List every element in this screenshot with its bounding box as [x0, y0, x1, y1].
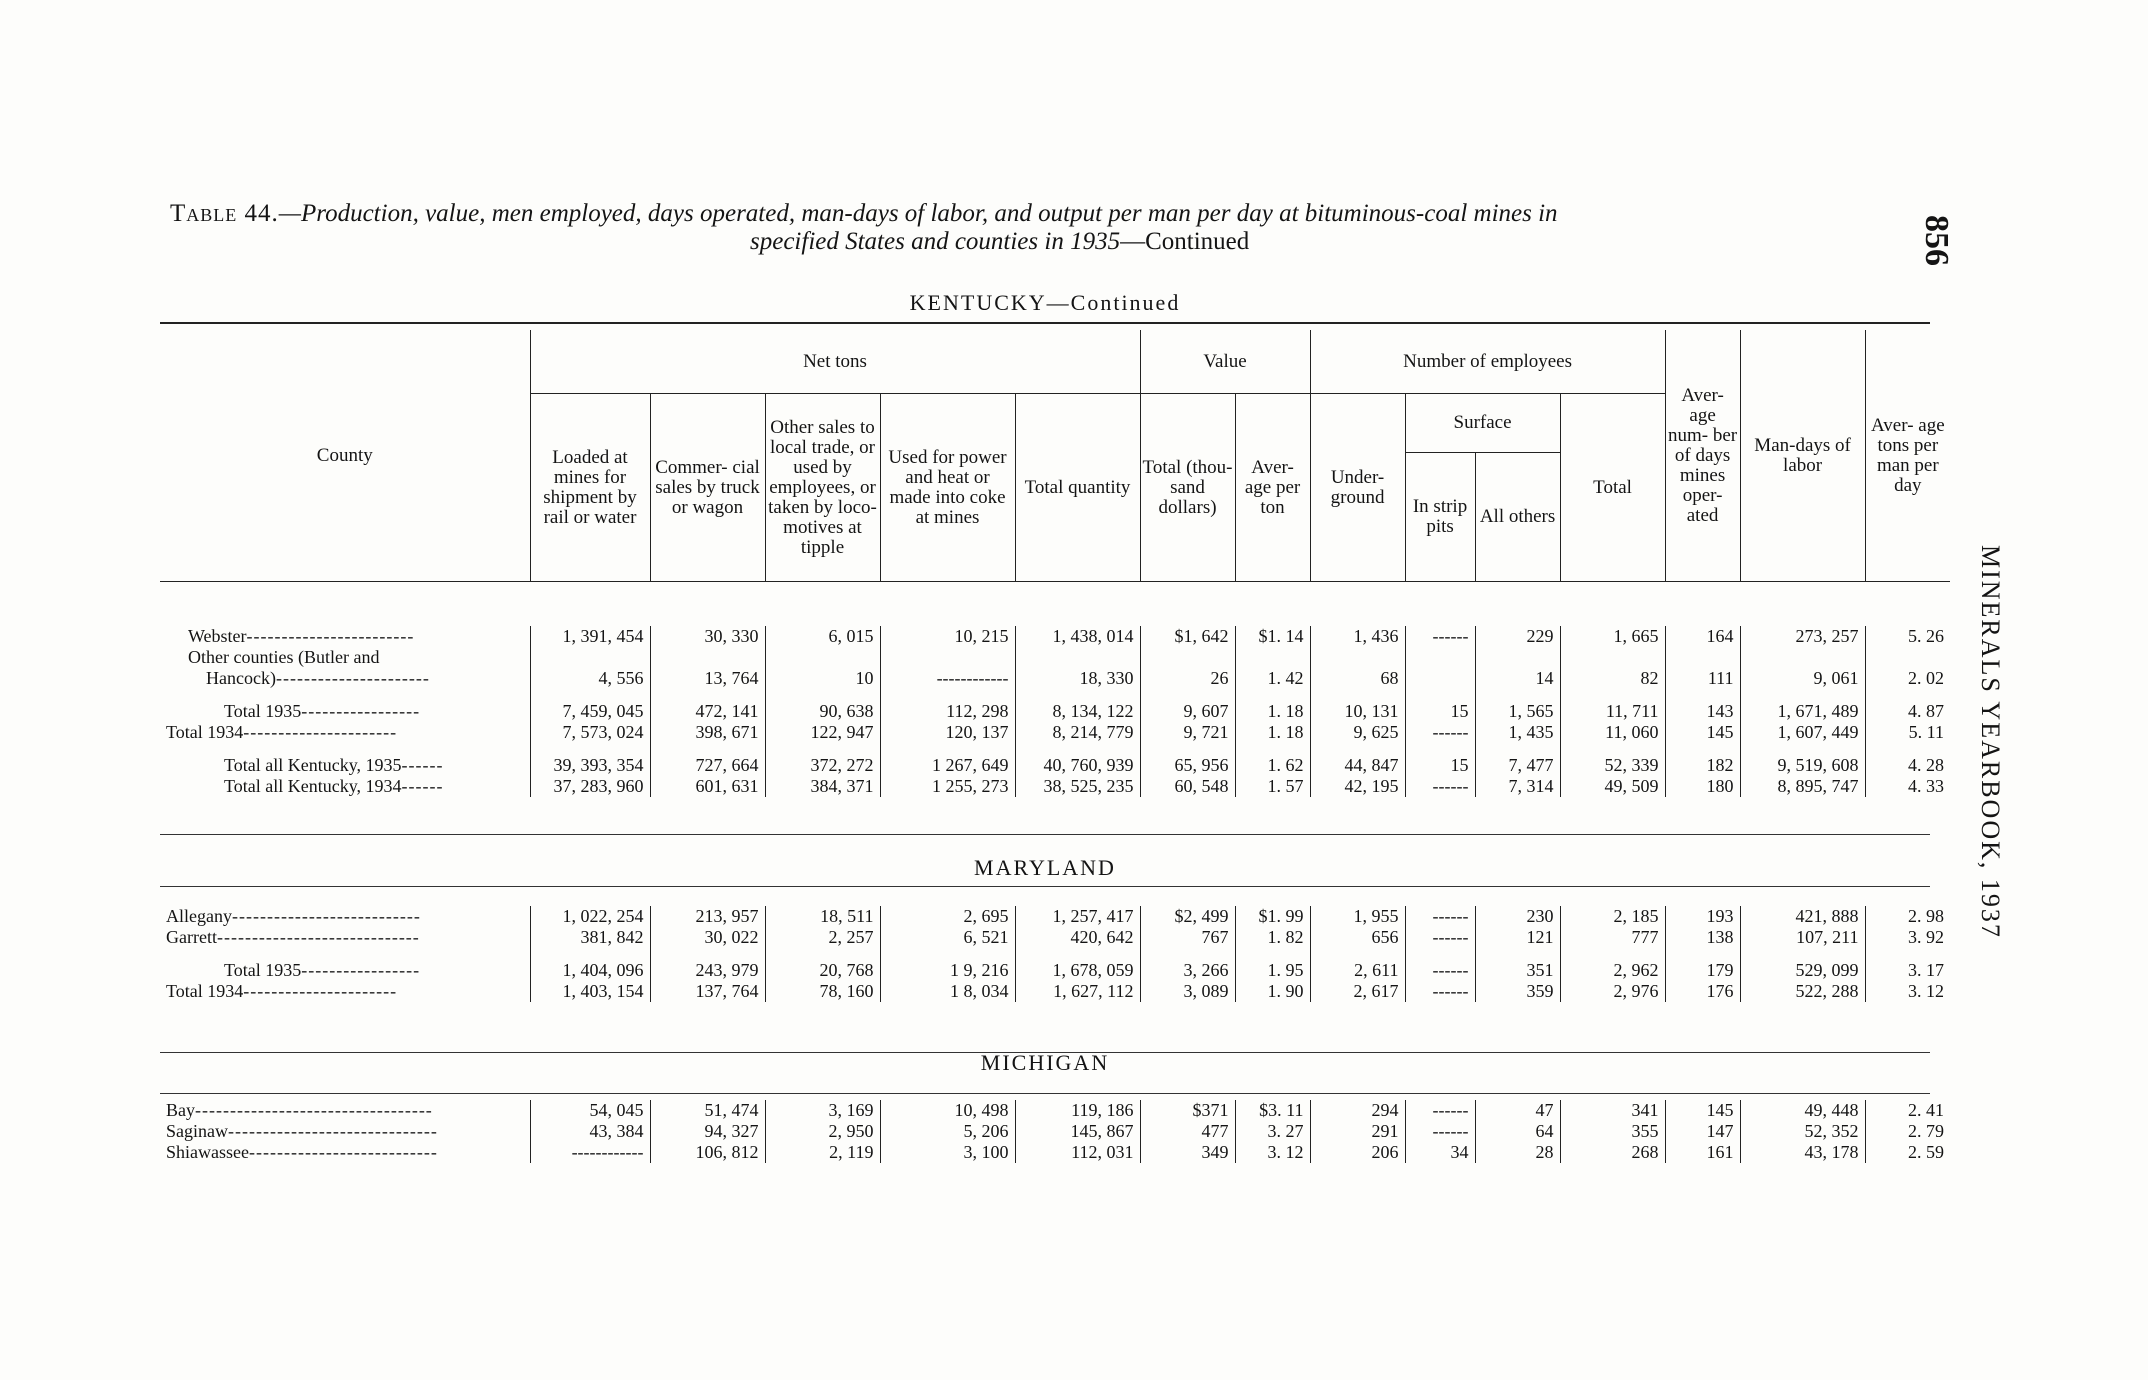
cell-employee-total: 355 [1560, 1121, 1665, 1142]
col-loaded: Loaded at mines for shipment by rail or water [530, 394, 650, 582]
cell-loaded: 54, 045 [530, 1100, 650, 1121]
table-row [160, 722, 1950, 743]
cell-commercial: 51, 474 [650, 1100, 765, 1121]
cell-used-power: 6, 521 [880, 927, 1015, 948]
cell-other-sales: 372, 272 [765, 755, 880, 776]
cell-man-days: 9, 061 [1740, 647, 1865, 689]
column-header [160, 330, 1950, 582]
maryland-top-rule [160, 886, 1930, 887]
table-row [160, 755, 1950, 776]
cell-avg-days: 164 [1665, 626, 1740, 647]
cell-strip-pits: ------ [1405, 1121, 1475, 1142]
cell-avg-days: 180 [1665, 776, 1740, 797]
cell-employee-total: 1, 665 [1560, 626, 1665, 647]
cell-loaded: 1, 022, 254 [530, 906, 650, 927]
cell-total-value: $371 [1140, 1100, 1235, 1121]
cell-all-others: 229 [1475, 626, 1560, 647]
maryland-table [160, 906, 1950, 1002]
cell-total-quantity: 1, 627, 112 [1015, 981, 1140, 1002]
cell-used-power: 1 8, 034 [880, 981, 1015, 1002]
cell-other-sales: 384, 371 [765, 776, 880, 797]
county-name: Webster------------------------ [188, 626, 415, 646]
col-man-days: Man-days of labor [1740, 330, 1865, 582]
cell-employee-total: 268 [1560, 1142, 1665, 1163]
cell-other-sales: 10 [765, 647, 880, 689]
cell-total-value: 477 [1140, 1121, 1235, 1142]
cell-avg-days: 145 [1665, 722, 1740, 743]
cell-loaded: 1, 403, 154 [530, 981, 650, 1002]
cell-used-power: ------------ [880, 647, 1015, 689]
cell-strip-pits: 34 [1405, 1142, 1475, 1163]
county-name: Total 1934---------------------- [166, 722, 398, 742]
cell-underground: 10, 131 [1310, 701, 1405, 722]
cell-avg-tons: 2. 41 [1865, 1100, 1950, 1121]
county-name: Saginaw------------------------------ [166, 1121, 438, 1141]
cell-total-value: 349 [1140, 1142, 1235, 1163]
cell-loaded: 39, 393, 354 [530, 755, 650, 776]
col-strip-pits: In strip pits [1405, 453, 1475, 582]
table-row [160, 626, 1950, 647]
cell-other-sales: 3, 169 [765, 1100, 880, 1121]
cell-used-power: 5, 206 [880, 1121, 1015, 1142]
cell-avg-tons: 4. 33 [1865, 776, 1950, 797]
cell-underground: 291 [1310, 1121, 1405, 1142]
cell-total-quantity: 40, 760, 939 [1015, 755, 1140, 776]
col-group-value: Value [1140, 330, 1310, 394]
cell-strip-pits: ------ [1405, 776, 1475, 797]
table-row [160, 701, 1950, 722]
maryland-title: MARYLAND [974, 855, 1116, 880]
cell-commercial: 106, 812 [650, 1142, 765, 1163]
cell-all-others: 47 [1475, 1100, 1560, 1121]
col-avg-per-ton: Aver- age per ton [1235, 394, 1310, 582]
cell-strip-pits: ------ [1405, 906, 1475, 927]
col-all-others: All others [1475, 453, 1560, 582]
cell-avg-per-ton: 1. 42 [1235, 647, 1310, 689]
running-head: MINERALS YEARBOOK, 1937 [1976, 545, 2005, 939]
col-commercial: Commer- cial sales by truck or wagon [650, 394, 765, 582]
cell-loaded: 7, 573, 024 [530, 722, 650, 743]
caption-italic-1: —Production, value, men employed, days operated, man-days of labor, and output per man per day at bituminous-coal mines in [278, 200, 1558, 227]
county-name: Other counties (Butler and Hancock)---------------------- [188, 647, 430, 688]
cell-man-days: 8, 895, 747 [1740, 776, 1865, 797]
cell-commercial: 243, 979 [650, 960, 765, 981]
michigan-title: MICHIGAN [980, 1050, 1110, 1075]
cell-employee-total: 82 [1560, 647, 1665, 689]
table-row [160, 1142, 1950, 1163]
cell-avg-days: 179 [1665, 960, 1740, 981]
cell-man-days: 52, 352 [1740, 1121, 1865, 1142]
cell-commercial: 601, 631 [650, 776, 765, 797]
cell-underground: 68 [1310, 647, 1405, 689]
cell-avg-tons: 3. 17 [1865, 960, 1950, 981]
cell-avg-tons: 3. 12 [1865, 981, 1950, 1002]
cell-avg-per-ton: 1. 57 [1235, 776, 1310, 797]
cell-avg-tons: 2. 59 [1865, 1142, 1950, 1163]
cell-employee-total: 49, 509 [1560, 776, 1665, 797]
cell-other-sales: 2, 950 [765, 1121, 880, 1142]
cell-avg-per-ton: 1. 82 [1235, 927, 1310, 948]
cell-underground: 294 [1310, 1100, 1405, 1121]
cell-all-others: 14 [1475, 647, 1560, 689]
cell-avg-days: 111 [1665, 647, 1740, 689]
michigan-top-rule [160, 1093, 1930, 1094]
cell-all-others: 121 [1475, 927, 1560, 948]
cell-avg-tons: 5. 26 [1865, 626, 1950, 647]
cell-all-others: 1, 435 [1475, 722, 1560, 743]
cell-total-quantity: 145, 867 [1015, 1121, 1140, 1142]
county-name: Total all Kentucky, 1935------ [224, 755, 444, 775]
table-row [160, 647, 1950, 689]
cell-commercial: 727, 664 [650, 755, 765, 776]
cell-underground: 2, 611 [1310, 960, 1405, 981]
cell-commercial: 137, 764 [650, 981, 765, 1002]
county-name: Bay---------------------------------- [166, 1100, 433, 1120]
cell-avg-days: 176 [1665, 981, 1740, 1002]
county-name: Allegany--------------------------- [166, 906, 421, 926]
cell-employee-total: 2, 976 [1560, 981, 1665, 1002]
cell-all-others: 1, 565 [1475, 701, 1560, 722]
cell-employee-total: 11, 711 [1560, 701, 1665, 722]
cell-strip-pits: ------ [1405, 626, 1475, 647]
cell-strip-pits: 15 [1405, 755, 1475, 776]
cell-used-power: 10, 215 [880, 626, 1015, 647]
cell-all-others: 28 [1475, 1142, 1560, 1163]
cell-avg-per-ton: 1. 90 [1235, 981, 1310, 1002]
table-row [160, 927, 1950, 948]
cell-all-others: 359 [1475, 981, 1560, 1002]
cell-avg-tons: 2. 02 [1865, 647, 1950, 689]
cell-used-power: 3, 100 [880, 1142, 1015, 1163]
cell-used-power: 10, 498 [880, 1100, 1015, 1121]
table-row [160, 960, 1950, 981]
cell-avg-days: 147 [1665, 1121, 1740, 1142]
cell-all-others: 64 [1475, 1121, 1560, 1142]
table-row [160, 776, 1950, 797]
cell-employee-total: 11, 060 [1560, 722, 1665, 743]
cell-used-power: 112, 298 [880, 701, 1015, 722]
kentucky-table [160, 626, 1950, 797]
cell-employee-total: 2, 185 [1560, 906, 1665, 927]
cell-total-value: 767 [1140, 927, 1235, 948]
cell-avg-per-ton: 1. 62 [1235, 755, 1310, 776]
cell-man-days: 1, 671, 489 [1740, 701, 1865, 722]
caption-lead: Table 44. [170, 200, 279, 227]
cell-underground: 656 [1310, 927, 1405, 948]
cell-avg-tons: 5. 11 [1865, 722, 1950, 743]
cell-total-quantity: 1, 678, 059 [1015, 960, 1140, 981]
col-total-value: Total (thou- sand dollars) [1140, 394, 1235, 582]
county-name: Total 1935----------------- [224, 701, 421, 721]
cell-total-quantity: 1, 438, 014 [1015, 626, 1140, 647]
cell-underground: 9, 625 [1310, 722, 1405, 743]
cell-avg-tons: 4. 87 [1865, 701, 1950, 722]
cell-total-value: 3, 266 [1140, 960, 1235, 981]
cell-commercial: 30, 330 [650, 626, 765, 647]
cell-avg-days: 138 [1665, 927, 1740, 948]
kentucky-bottom-rule [160, 834, 1930, 835]
cell-man-days: 49, 448 [1740, 1100, 1865, 1121]
cell-commercial: 94, 327 [650, 1121, 765, 1142]
cell-total-quantity: 119, 186 [1015, 1100, 1140, 1121]
cell-avg-per-ton: $1. 99 [1235, 906, 1310, 927]
cell-loaded: ------------ [530, 1142, 650, 1163]
cell-commercial: 213, 957 [650, 906, 765, 927]
table-row [160, 1100, 1950, 1121]
col-avg-days: Aver- age num- ber of days mines oper- ated [1665, 330, 1740, 582]
cell-underground: 44, 847 [1310, 755, 1405, 776]
col-used-power: Used for power and heat or made into coke at mines [880, 394, 1015, 582]
cell-commercial: 30, 022 [650, 927, 765, 948]
col-group-surface: Surface [1405, 394, 1560, 453]
cell-employee-total: 2, 962 [1560, 960, 1665, 981]
county-name: Total all Kentucky, 1934------ [224, 776, 444, 796]
col-county: County [160, 330, 530, 582]
cell-man-days: 1, 607, 449 [1740, 722, 1865, 743]
table-row [160, 981, 1950, 1002]
col-group-net-tons: Net tons [530, 330, 1140, 394]
cell-all-others: 7, 477 [1475, 755, 1560, 776]
caption-tail: —Continued [1120, 228, 1250, 255]
cell-strip-pits [1405, 647, 1475, 689]
cell-employee-total: 52, 339 [1560, 755, 1665, 776]
cell-avg-per-ton: $3. 11 [1235, 1100, 1310, 1121]
kentucky-title: KENTUCKY—Continued [909, 290, 1181, 315]
michigan-table [160, 1100, 1950, 1163]
cell-used-power: 1 255, 273 [880, 776, 1015, 797]
cell-all-others: 230 [1475, 906, 1560, 927]
cell-man-days: 273, 257 [1740, 626, 1865, 647]
col-employee-total: Total [1560, 394, 1665, 582]
col-avg-tons: Aver- age tons per man per day [1865, 330, 1950, 582]
cell-strip-pits: ------ [1405, 1100, 1475, 1121]
header-top-rule [160, 322, 1930, 324]
cell-total-value: 65, 956 [1140, 755, 1235, 776]
cell-total-value: $2, 499 [1140, 906, 1235, 927]
cell-strip-pits: ------ [1405, 927, 1475, 948]
county-name: Garrett----------------------------- [166, 927, 420, 947]
cell-loaded: 1, 404, 096 [530, 960, 650, 981]
cell-total-value: 9, 607 [1140, 701, 1235, 722]
cell-avg-per-ton: 1. 18 [1235, 722, 1310, 743]
col-other-sales: Other sales to local trade, or used by employees, or taken by loco- motives at tipple [765, 394, 880, 582]
cell-avg-per-ton: 3. 12 [1235, 1142, 1310, 1163]
cell-other-sales: 2, 257 [765, 927, 880, 948]
cell-other-sales: 6, 015 [765, 626, 880, 647]
cell-avg-days: 161 [1665, 1142, 1740, 1163]
cell-total-quantity: 1, 257, 417 [1015, 906, 1140, 927]
cell-underground: 1, 436 [1310, 626, 1405, 647]
cell-other-sales: 78, 160 [765, 981, 880, 1002]
cell-employee-total: 341 [1560, 1100, 1665, 1121]
cell-total-value: $1, 642 [1140, 626, 1235, 647]
cell-loaded: 7, 459, 045 [530, 701, 650, 722]
table-caption [170, 200, 1960, 256]
cell-loaded: 381, 842 [530, 927, 650, 948]
cell-all-others: 351 [1475, 960, 1560, 981]
cell-man-days: 529, 099 [1740, 960, 1865, 981]
cell-loaded: 4, 556 [530, 647, 650, 689]
cell-other-sales: 90, 638 [765, 701, 880, 722]
cell-total-quantity: 8, 134, 122 [1015, 701, 1140, 722]
cell-underground: 1, 955 [1310, 906, 1405, 927]
cell-total-quantity: 18, 330 [1015, 647, 1140, 689]
cell-total-quantity: 420, 642 [1015, 927, 1140, 948]
cell-strip-pits: ------ [1405, 960, 1475, 981]
table-row [160, 906, 1950, 927]
cell-total-value: 26 [1140, 647, 1235, 689]
county-name: Shiawassee--------------------------- [166, 1142, 438, 1162]
cell-man-days: 43, 178 [1740, 1142, 1865, 1163]
cell-used-power: 1 267, 649 [880, 755, 1015, 776]
cell-underground: 206 [1310, 1142, 1405, 1163]
cell-man-days: 107, 211 [1740, 927, 1865, 948]
cell-avg-days: 182 [1665, 755, 1740, 776]
cell-employee-total: 777 [1560, 927, 1665, 948]
cell-avg-tons: 2. 98 [1865, 906, 1950, 927]
cell-used-power: 2, 695 [880, 906, 1015, 927]
cell-other-sales: 18, 511 [765, 906, 880, 927]
county-name: Total 1934---------------------- [166, 981, 398, 1001]
county-name: Total 1935----------------- [224, 960, 421, 980]
cell-used-power: 1 9, 216 [880, 960, 1015, 981]
cell-avg-per-ton: 1. 95 [1235, 960, 1310, 981]
cell-strip-pits: 15 [1405, 701, 1475, 722]
cell-commercial: 13, 764 [650, 647, 765, 689]
cell-all-others: 7, 314 [1475, 776, 1560, 797]
cell-total-value: 9, 721 [1140, 722, 1235, 743]
cell-other-sales: 122, 947 [765, 722, 880, 743]
cell-avg-tons: 4. 28 [1865, 755, 1950, 776]
cell-avg-per-ton: $1. 14 [1235, 626, 1310, 647]
cell-total-quantity: 112, 031 [1015, 1142, 1140, 1163]
col-total-quantity: Total quantity [1015, 394, 1140, 582]
cell-total-value: 3, 089 [1140, 981, 1235, 1002]
cell-total-quantity: 38, 525, 235 [1015, 776, 1140, 797]
cell-underground: 42, 195 [1310, 776, 1405, 797]
cell-other-sales: 2, 119 [765, 1142, 880, 1163]
cell-strip-pits: ------ [1405, 722, 1475, 743]
cell-loaded: 1, 391, 454 [530, 626, 650, 647]
cell-total-quantity: 8, 214, 779 [1015, 722, 1140, 743]
cell-total-value: 60, 548 [1140, 776, 1235, 797]
cell-man-days: 9, 519, 608 [1740, 755, 1865, 776]
cell-other-sales: 20, 768 [765, 960, 880, 981]
col-underground: Under- ground [1310, 394, 1405, 582]
cell-avg-days: 143 [1665, 701, 1740, 722]
cell-underground: 2, 617 [1310, 981, 1405, 1002]
cell-loaded: 37, 283, 960 [530, 776, 650, 797]
col-group-employees: Number of employees [1310, 330, 1665, 394]
cell-avg-per-ton: 3. 27 [1235, 1121, 1310, 1142]
cell-man-days: 522, 288 [1740, 981, 1865, 1002]
cell-avg-days: 145 [1665, 1100, 1740, 1121]
cell-used-power: 120, 137 [880, 722, 1015, 743]
cell-avg-tons: 3. 92 [1865, 927, 1950, 948]
cell-commercial: 472, 141 [650, 701, 765, 722]
cell-avg-per-ton: 1. 18 [1235, 701, 1310, 722]
cell-strip-pits: ------ [1405, 981, 1475, 1002]
caption-italic-2: specified States and counties in 1935 [750, 228, 1121, 255]
cell-man-days: 421, 888 [1740, 906, 1865, 927]
table-row [160, 1121, 1950, 1142]
cell-loaded: 43, 384 [530, 1121, 650, 1142]
cell-avg-days: 193 [1665, 906, 1740, 927]
cell-commercial: 398, 671 [650, 722, 765, 743]
page-number: 856 [1918, 215, 1955, 266]
cell-avg-tons: 2. 79 [1865, 1121, 1950, 1142]
